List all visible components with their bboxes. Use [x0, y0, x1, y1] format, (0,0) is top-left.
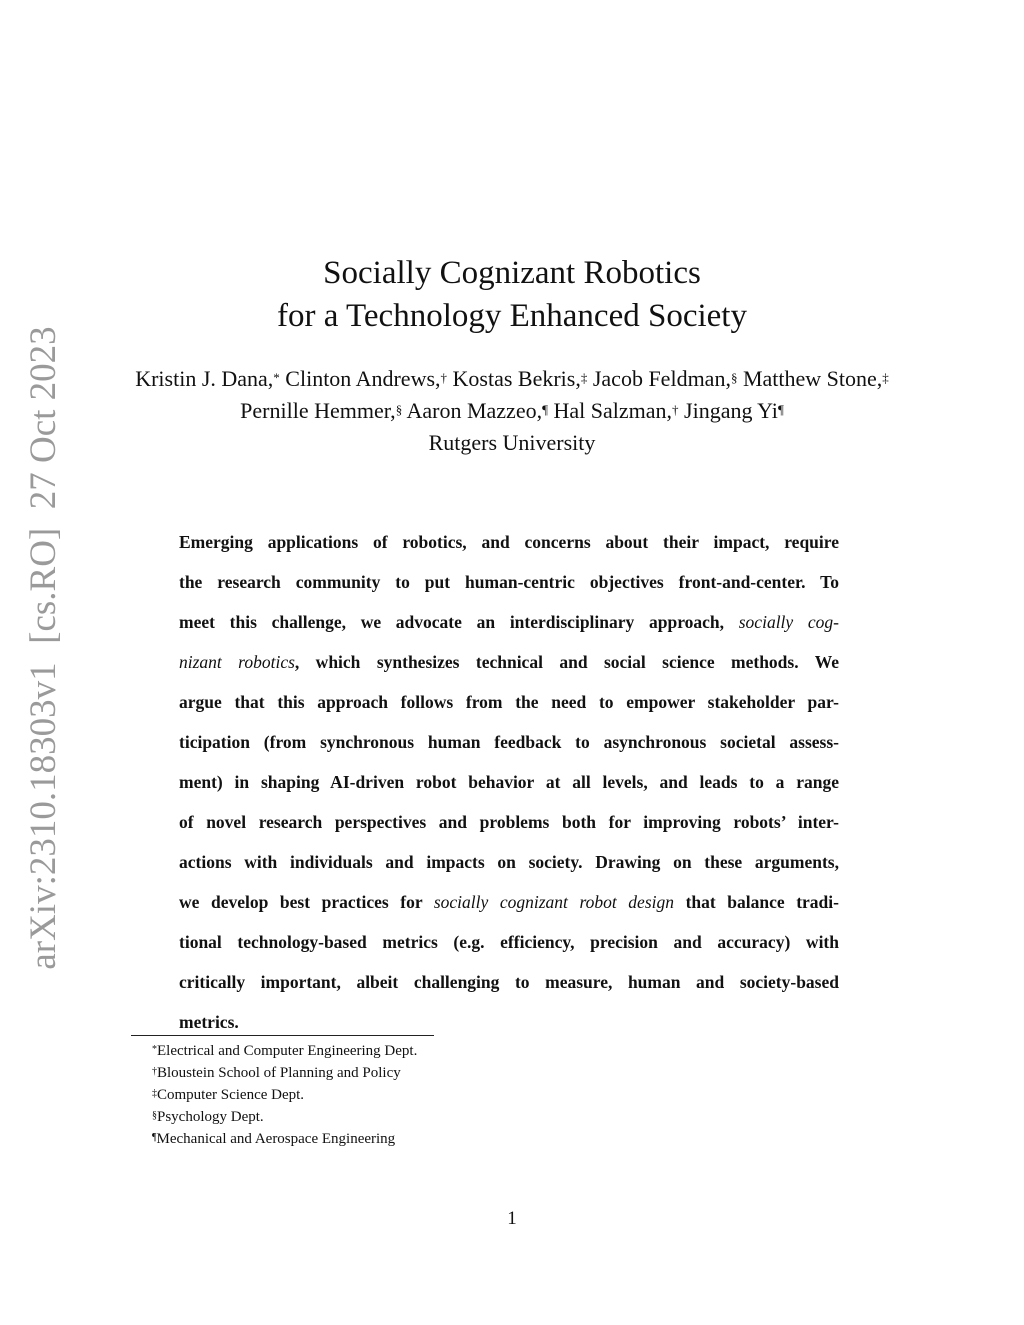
- abstract-line: [179, 642, 839, 682]
- page-number: 1: [507, 1208, 517, 1229]
- author-mark: §: [730, 370, 738, 385]
- author-mark: †: [440, 370, 448, 385]
- abstract-line: [179, 602, 839, 642]
- abstract-line: the research community to put human-centric objectives front-and-center. To: [179, 572, 839, 592]
- author-name: Jacob Feldman,: [592, 366, 731, 391]
- author-mark: *: [273, 370, 280, 385]
- footnote-item: [152, 1085, 417, 1107]
- footnote-item: [152, 1107, 417, 1129]
- affiliation: Rutgers University: [428, 430, 596, 455]
- abstract: [179, 522, 839, 1042]
- footnote-text: Mechanical and Aerospace Engineering: [156, 1131, 396, 1147]
- author-name: Aaron Mazzeo,: [406, 398, 543, 423]
- author-mark: ¶: [542, 402, 548, 417]
- abstract-line: ment) in shaping AI-driven robot behavior at all levels, and leads to a range: [179, 772, 839, 792]
- abstract-emphasis: socially cog-: [738, 612, 839, 632]
- abstract-line: actions with individuals and impacts on society. Drawing on these arguments,: [179, 852, 839, 872]
- abstract-text: , which synthesizes technical and social science methods. We: [294, 652, 839, 672]
- footnote-item: [152, 1129, 417, 1151]
- author-name: Kostas Bekris,: [452, 366, 581, 391]
- author-line-2: [0, 396, 1024, 428]
- author-name: Kristin J. Dana,: [135, 366, 274, 391]
- abstract-line: ticipation (from synchronous human feedback to asynchronous societal assess-: [179, 732, 839, 752]
- author-name: Clinton Andrews,: [285, 366, 441, 391]
- footnote-mark: ¶: [152, 1132, 157, 1143]
- abstract-line: metrics.: [179, 1012, 239, 1032]
- author-mark: ¶: [777, 402, 784, 417]
- abstract-line: tional technology-based metrics (e.g. efficiency, precision and accuracy) with: [179, 932, 839, 952]
- abstract-text: meet this challenge, we advocate an interdisciplinary approach,: [179, 612, 725, 632]
- footnote-mark: §: [152, 1110, 157, 1121]
- title-line-2: for a Technology Enhanced Society: [277, 298, 747, 334]
- abstract-emphasis: socially cognizant robot design: [433, 892, 674, 912]
- footnotes: [152, 1041, 417, 1151]
- abstract-line: Emerging applications of robotics, and concerns about their impact, require: [179, 532, 839, 552]
- arxiv-identifier: arXiv:2310.18303v1 [cs.RO] 27 Oct 2023: [23, 326, 64, 970]
- author-mark: †: [672, 402, 679, 417]
- abstract-line: [179, 882, 839, 922]
- paper-title: [0, 252, 1024, 338]
- title-line-1: Socially Cognizant Robotics: [323, 255, 701, 291]
- footnote-text: Bloustein School of Planning and Policy: [157, 1065, 401, 1081]
- abstract-text: we develop best practices for: [179, 892, 423, 912]
- footnote-text: Psychology Dept.: [157, 1109, 264, 1125]
- abstract-line: argue that this approach follows from the need to empower stakeholder par-: [179, 692, 839, 712]
- abstract-line: of novel research perspectives and problems both for improving robots’ inter-: [179, 812, 839, 832]
- footnote-item: [152, 1041, 417, 1063]
- author-mark: ‡: [882, 370, 889, 385]
- footnote-text: Electrical and Computer Engineering Dept.: [157, 1043, 418, 1059]
- author-name: Jingang Yi: [684, 398, 778, 423]
- author-mark: ‡: [580, 370, 588, 385]
- author-block: [0, 364, 1024, 457]
- author-name: Hal Salzman,: [553, 398, 673, 423]
- footnote-text: Computer Science Dept.: [157, 1087, 305, 1103]
- author-name: Pernille Hemmer,: [240, 398, 396, 423]
- footnote-mark: †: [152, 1066, 157, 1077]
- abstract-emphasis: nizant robotics: [179, 652, 295, 672]
- abstract-text: that balance tradi-: [685, 892, 839, 912]
- author-line-1: [0, 364, 1024, 396]
- abstract-line: critically important, albeit challenging to measure, human and society-based: [179, 972, 839, 992]
- footnote-mark: *: [152, 1044, 157, 1055]
- footnote-item: [152, 1063, 417, 1085]
- footnote-mark: ‡: [152, 1088, 157, 1099]
- author-name: Matthew Stone,: [742, 366, 883, 391]
- footnote-divider: [131, 1035, 434, 1036]
- author-mark: §: [395, 402, 403, 417]
